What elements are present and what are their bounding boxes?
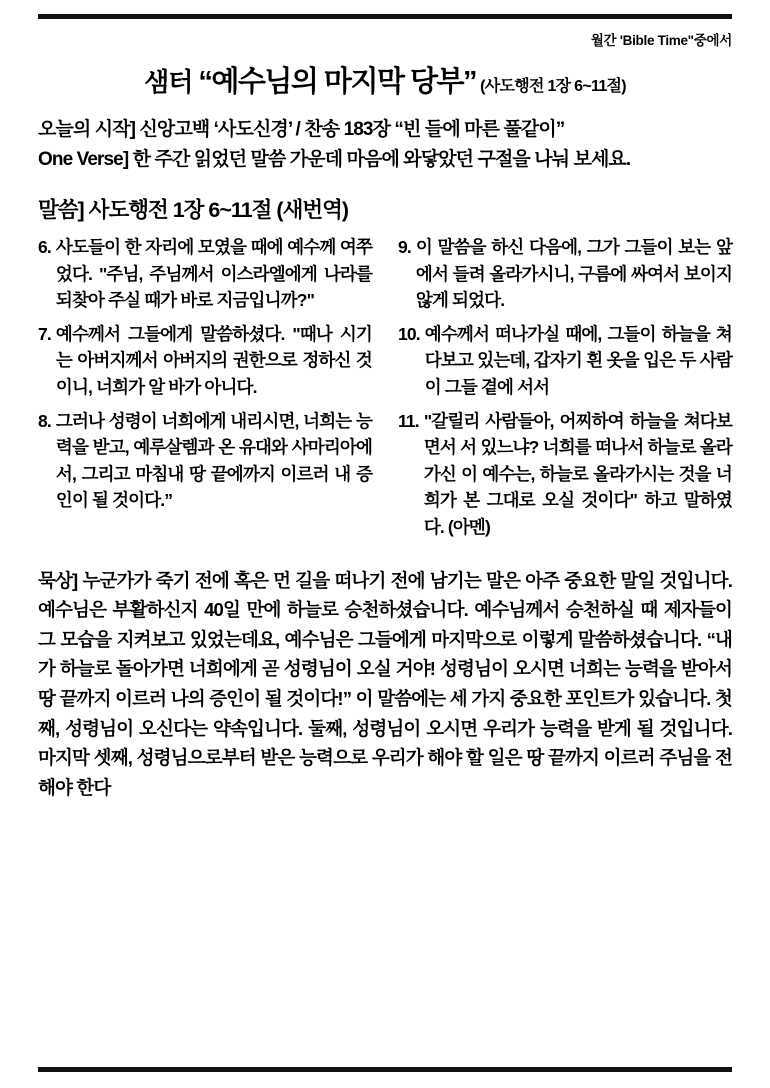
intro-line-2-text: 한 주간 읽었던 말씀 가운데 마음에 와닿았던 구절을 나눠 보세요. [128, 148, 631, 170]
intro-block [38, 116, 732, 173]
bottom-divider [38, 1067, 732, 1072]
verse-number: 11. [398, 410, 419, 431]
top-divider [38, 14, 732, 19]
intro-line-2 [38, 146, 732, 174]
verse-number: 7. [38, 323, 51, 344]
scripture-column-right [398, 234, 732, 548]
intro-line-1 [38, 116, 732, 144]
verse-item [398, 408, 732, 541]
page-title [38, 59, 732, 100]
verse-number: 10. [398, 323, 420, 344]
source-note: 월간 'Bible Time"중에서 [590, 33, 732, 48]
verse-number: 8. [38, 410, 51, 431]
verse-text: 사도들이 한 자리에 모였을 때에 예수께 여쭈었다. "주님, 주님께서 이스라엘에게 나라를 되찾아 주실 때가 바로 지금입니까?" [55, 237, 372, 311]
scripture-columns [38, 234, 732, 548]
meditation-label: 묵상] [38, 569, 78, 591]
verse-number: 6. [38, 237, 51, 258]
intro-line-1-text: 신앙고백 ‘사도신경’ / 찬송 183장 “빈 들에 마른 풀같이” [135, 119, 565, 140]
scripture-column-left [38, 234, 372, 548]
verse-text: "갈릴리 사람들아, 어찌하여 하늘을 쳐다보면서 서 있느냐? 너희를 떠나서 하늘로 올라가신 이 예수는, 하늘로 올라가시는 것을 너희가 본 그대로 오실 것이다" 하고 말하였다. (아멘) [423, 410, 732, 538]
verse-item [38, 408, 372, 514]
verse-item [398, 234, 732, 314]
verse-item [38, 234, 372, 314]
title-prefix: 샘터 [144, 67, 193, 97]
scripture-heading: 말씀] 사도행전 1장 6~11절 (새번역) [38, 198, 349, 223]
meditation-block [38, 566, 732, 803]
verse-number: 9. [398, 237, 411, 258]
intro-line-2-label: One Verse] [38, 148, 129, 170]
verse-text: 이 말씀을 하신 다음에, 그가 그들이 보는 앞에서 들려 올라가시니, 구름에 싸여서 보이지 않게 되었다. [415, 237, 732, 311]
verse-item [398, 321, 732, 401]
verse-text: 그러나 성령이 너희에게 내리시면, 너희는 능력을 받고, 예루살렘과 온 유대와 사마리아에서, 그리고 마침내 땅 끝에까지 이르러 내 증인이 될 것이다.” [55, 410, 372, 511]
verse-text: 예수께서 떠나가실 때에, 그들이 하늘을 쳐다보고 있는데, 갑자기 흰 옷을 입은 두 사람이 그들 곁에 서서 [424, 323, 732, 398]
verse-text: 예수께서 그들에게 말씀하셨다. "때나 시기는 아버지께서 아버지의 권한으로 정하신 것이니, 너희가 알 바가 아니다. [55, 323, 372, 398]
title-main: “예수님의 마지막 당부” [198, 66, 477, 98]
meditation-text: 누군가가 죽기 전에 혹은 먼 길을 떠나기 전에 남기는 말은 아주 중요한 말일 것입니다. 예수님은 부활하신지 40일 만에 하늘로 승천하셨습니다. 예수님께서 승천하실 때 제자들이 그 모습을 지켜보고 있었는데요, 예수님은 그들에게 마지막으로 이렇게 말씀하셨습니다. “내가 하늘로 돌아가면 너희에게 곧 성령님이 오실 거야! 성령님이 오시면 너희는 능력을 받아서 땅 끝까지 이르러 나의 증인이 될 것이다!” 이 말씀에는 세 가지 중요한 포인트가 있습니다. 첫째, 성령님이 오신다는 약속입니다. 둘째, 성령님이 오시면 우리가 능력을 받게 될 것입니다. 마지막 셋째, 성령님으로부터 받은 능력으로 우리가 해야 할 일은 땅 끝까지 이르러 주님을 전해야 한다 [38, 569, 732, 798]
title-reference: (사도행전 1장 6~11절) [480, 78, 626, 95]
verse-item [38, 321, 372, 401]
intro-line-1-label: 오늘의 시작] [38, 119, 136, 140]
